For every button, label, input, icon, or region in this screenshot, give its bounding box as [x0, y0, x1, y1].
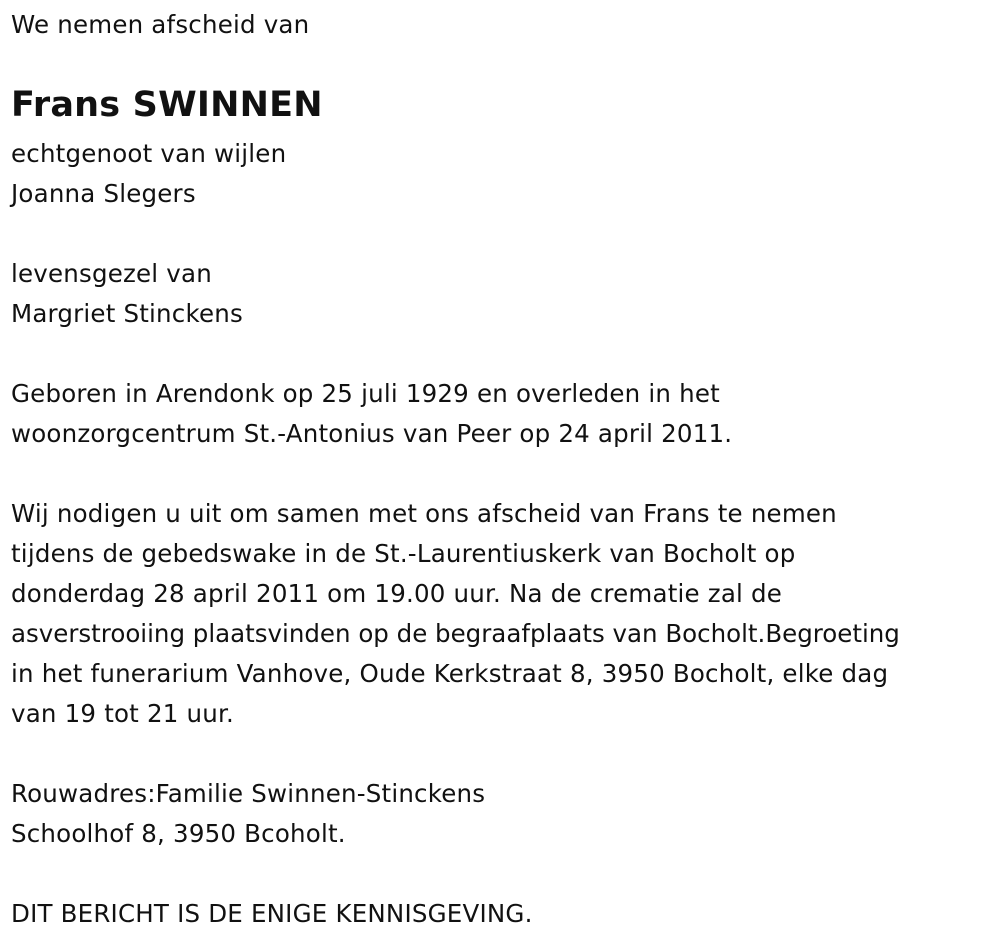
spouse-name: Joanna Slegers	[11, 179, 196, 208]
closing-statement: DIT BERICHT IS DE ENIGE KENNISGEVING.	[11, 899, 533, 928]
spouse-label: echtgenoot van wijlen	[11, 139, 287, 168]
partner-label: levensgezel van	[11, 259, 212, 288]
invitation-line: Wij nodigen u uit om samen met ons afscheid van Frans te nemen	[11, 499, 837, 528]
invitation-line: van 19 tot 21 uur.	[11, 699, 235, 728]
mourning-address: Rouwadres:Familie Swinnen-Stinckens	[11, 779, 486, 808]
birth-death-line: woonzorgcentrum St.-Antonius van Peer op 24 april 2011.	[11, 419, 733, 448]
partner-name: Margriet Stinckens	[11, 299, 243, 328]
birth-death-line: Geboren in Arendonk op 25 juli 1929 en overleden in het	[11, 379, 720, 408]
deceased-name: Frans SWINNEN	[11, 85, 323, 125]
invitation-line: tijdens de gebedswake in de St.-Laurentiuskerk van Bocholt op	[11, 539, 796, 568]
intro-text: We nemen afscheid van	[11, 10, 310, 39]
invitation-line: asverstrooiing plaatsvinden op de begraafplaats van Bocholt.Begroeting	[11, 619, 900, 648]
invitation-line: in het funerarium Vanhove, Oude Kerkstraat 8, 3950 Bocholt, elke dag	[11, 659, 889, 688]
street-address: Schoolhof 8, 3950 Bcoholt.	[11, 819, 346, 848]
invitation-line: donderdag 28 april 2011 om 19.00 uur. Na de crematie zal de	[11, 579, 783, 608]
